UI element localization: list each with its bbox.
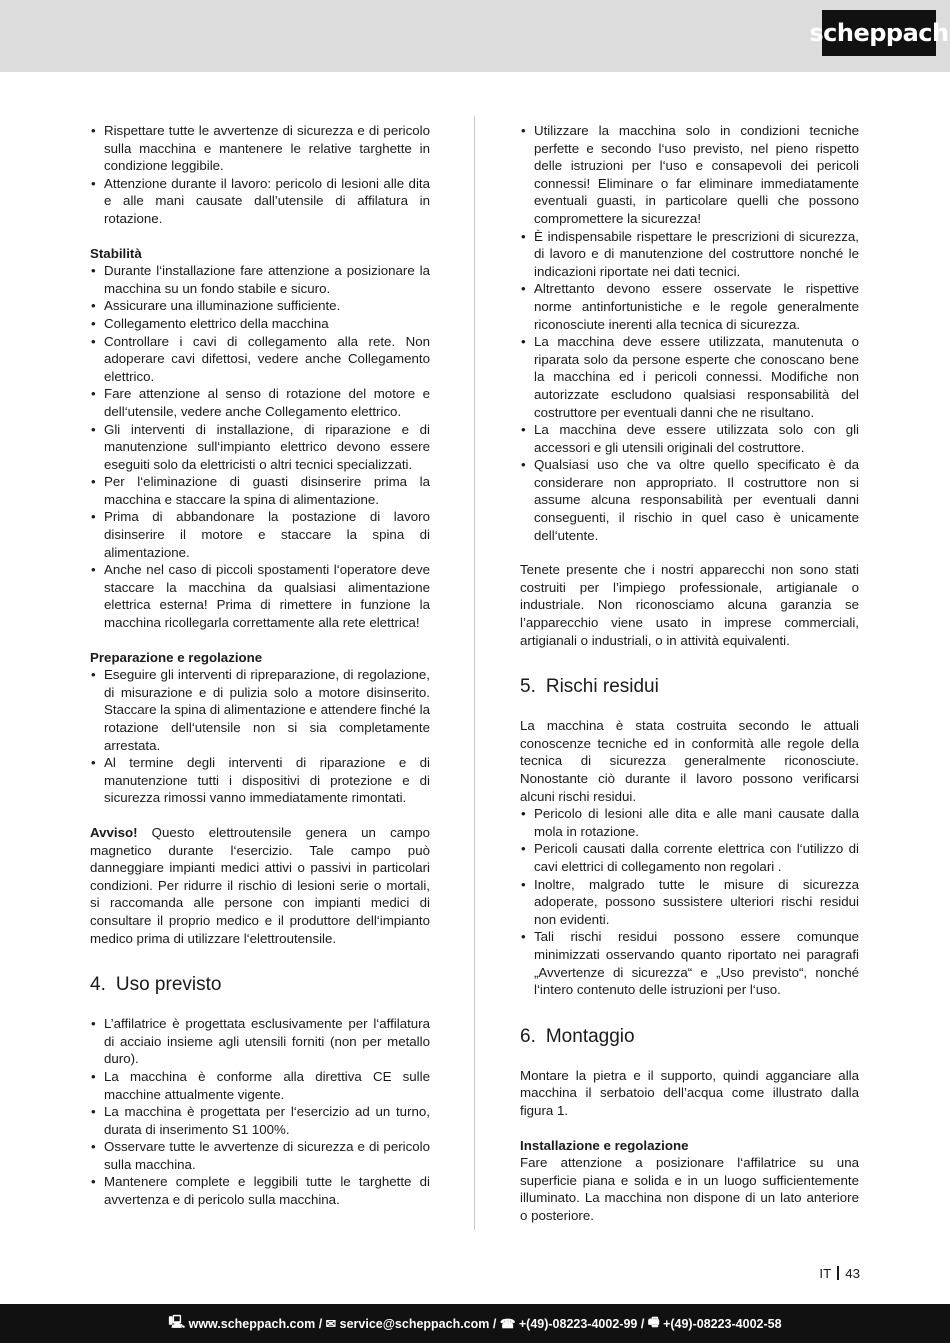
- list-item: • Assicurare una illuminazione sufficiente.: [90, 297, 430, 315]
- list-item: • Gli interventi di installazione, di riparazione e di manutenzione sull‘impianto elettrico devono essere eseguiti solo da elettricisti o altri tecnici specializzati.: [90, 421, 430, 474]
- list-item: • La macchina è conforme alla direttiva CE sulle macchine attualmente vigente.: [90, 1068, 430, 1103]
- computer-icon: 🖳: [168, 1315, 189, 1329]
- list-item: • L’affilatrice è progettata esclusivamente per l‘affilatura di acciaio insieme agli utensili forniti (non per metallo duro).: [90, 1015, 430, 1068]
- list-item: • Fare attenzione al senso di rotazione del motore e dell‘utensile, vedere anche Collegamento elettrico.: [90, 385, 430, 420]
- list-item: • Mantenere complete e leggibili tutte le targhette di avvertenza e di pericolo sulla macchina.: [90, 1173, 430, 1208]
- list-item: • Tali rischi residui possono essere comunque minimizzati osservando quanto riportato nei paragrafi „Avvertenze di sicurezza“ e „Uso previsto“, nonché l‘intero contenuto delle istruzioni per l‘uso.: [520, 928, 859, 998]
- section-5-heading: [520, 675, 859, 699]
- language-code: IT: [819, 1266, 832, 1281]
- list-item: • È indispensabile rispettare le prescrizioni di sicurezza, di lavoro e di manutenzione del costruttore nonché le indicazioni riportate nei dati tecnici.: [520, 228, 859, 281]
- list-item: • Eseguire gli interventi di ripreparazione, di regolazione, di misurazione e di pulizia solo a motore disinserito. Staccare la spina di alimentazione e attendere finché la rotazione dell‘utensile non si sia completamente arrestata.: [90, 666, 430, 754]
- preparazione-heading: Preparazione e regolazione: [90, 649, 263, 665]
- list-item: • Attenzione durante il lavoro: pericolo di lesioni alle dita e alle mani causate dall’utensile di affilatura in rotazione.: [90, 175, 430, 228]
- section-number: 5.: [520, 676, 536, 698]
- note-paragraph: Tenete presente che i nostri apparecchi non sono stati costruiti per l’impiego professionale, artigianale o industriale. Non riconosciamo alcuna garanzia se l’apparecchio viene usato in imprese commerciali, artigianali o industriali, o in attività equivalenti.: [520, 562, 859, 648]
- list-item: • La macchina è progettata per l‘esercizio ad un turno, durata di inserimento S1 100%.: [90, 1103, 430, 1138]
- list-item: • Anche nel caso di piccoli spostamenti l‘operatore deve staccare la macchina da qualsiasi alimentazione elettrica esterna! Prima di rimettere in funzione la macchina ricollegarla correttamente alla rete elettrica!: [90, 561, 430, 631]
- list-item: • La macchina deve essere utilizzata solo con gli accessori e gli utensili originali del costruttore.: [520, 421, 859, 456]
- list-item: • Qualsiasi uso che va oltre quello specificato è da considerare non appropriato. Il costruttore non si assume alcuna responsabilità per eventuali danni conseguenti, il rischio in quel caso è unicamente dell‘utente.: [520, 456, 859, 544]
- page-separator: [837, 1266, 839, 1280]
- list-item: • Collegamento elettrico della macchina: [90, 315, 430, 333]
- section-title: Uso previsto: [115, 974, 222, 996]
- intro-list: [90, 122, 430, 228]
- montaggio-paragraph: Montare la pietra e il supporto, quindi agganciare alla macchina il serbatoio dell’acqua come illustrato dalla figura 1.: [520, 1067, 859, 1118]
- scheppach-logo: scheppach: [822, 10, 936, 56]
- header-bar: [0, 0, 950, 72]
- list-item: • Prima di abbandonare la postazione di lavoro disinserire il motore e staccare la spina di alimentazione.: [90, 508, 430, 561]
- section-number: 6.: [520, 1025, 536, 1047]
- list-item: • Durante l‘installazione fare attenzione a posizionare la macchina su un fondo stabile e sicuro.: [90, 262, 430, 297]
- list-item: • Pericoli causati dalla corrente elettrica con l‘utilizzo di cavi elettrici di collegamento non regolari .: [520, 840, 859, 875]
- list-item: • Utilizzare la macchina solo in condizioni tecniche perfette e secondo l‘uso previsto, nel pieno rispetto delle istruzioni per l‘uso e consapevoli dei pericoli connessi! Eliminare o far eliminare immediatamente eventuali guasti, in particolare quelli che possono compromettere la sicurezza!: [520, 122, 859, 228]
- list-item: • Controllare i cavi di collegamento alla rete. Non adoperare cavi difettosi, vedere anche Collegamento elettrico.: [90, 333, 430, 386]
- website-link[interactable]: www.scheppach.com: [188, 1316, 316, 1331]
- avviso-text: Questo elettroutensile genera un campo magnetico durante l‘esercizio. Tale campo può danneggiare impianti medici attivi o passivi in particolari condizioni. Per ridurre il rischio di lesioni serie o mortali, si raccomanda alle persone con impianti medici di consultare il proprio medico e il produttore dell‘impianto medico prima di utilizzare l‘elettroutensile.: [90, 824, 430, 946]
- installazione-heading: Installazione e regolazione: [520, 1137, 689, 1153]
- footer-separator: /: [637, 1316, 648, 1331]
- avviso-paragraph: [90, 824, 430, 947]
- avviso-label: Avviso!: [90, 824, 138, 840]
- rischi-list: [520, 805, 859, 999]
- section-6-heading: [520, 1025, 859, 1049]
- rischi-paragraph: La macchina è stata costruita secondo le attuali conoscenze tecniche ed in conformità alle regole della tecnica di sicurezza generalmente riconosciute. Nonostante ciò durante il lavoro possono verificarsi alcuni rischi residui.: [520, 718, 859, 804]
- list-item: • Rispettare tutte le avvertenze di sicurezza e di pericolo sulla macchina e mantenere le relative targhette in condizione leggibile.: [90, 122, 430, 175]
- footer-separator: /: [489, 1316, 500, 1331]
- fax-number: +(49)-08223-4002-58: [663, 1316, 782, 1331]
- fax-icon: 🖷: [647, 1315, 664, 1329]
- email-icon: ✉: [325, 1317, 340, 1331]
- list-item: • Altrettanto devono essere osservate le rispettive norme antinfortunistiche e le regole generalmente riconosciute inerenti alla tecnica di sicurezza.: [520, 280, 859, 333]
- footer-bar: [0, 1304, 950, 1343]
- uso-previsto-list: [90, 1015, 430, 1209]
- list-item: • Osservare tutte le avvertenze di sicurezza e di pericolo sulla macchina.: [90, 1138, 430, 1173]
- phone-icon: ☎: [499, 1317, 519, 1331]
- list-item: • Al termine degli interventi di riparazione e di manutenzione tutti i dispositivi di protezione e di sicurezza rimossi vanno immediatamente rimontati.: [90, 754, 430, 807]
- list-item: • Per l‘eliminazione di guasti disinserire prima la macchina e staccare la spina di alimentazione.: [90, 473, 430, 508]
- phone-number: +(49)-08223-4002-99: [518, 1316, 638, 1331]
- intro-list: [520, 122, 859, 544]
- footer-separator: /: [315, 1316, 326, 1331]
- section-number: 4.: [90, 974, 106, 996]
- section-title: Rischi residui: [545, 676, 659, 698]
- section-4-heading: [90, 973, 430, 997]
- page-number: [819, 1266, 860, 1281]
- preparazione-list: [90, 666, 430, 807]
- stabilita-heading: Stabilità: [90, 245, 142, 261]
- installazione-paragraph: Fare attenzione a posizionare l‘affilatrice su una superficie piana e solida e in un luogo sufficientemente illuminato. La macchina non dispone di un lato anteriore o posteriore.: [520, 1155, 859, 1223]
- email-link[interactable]: service@scheppach.com: [339, 1316, 490, 1331]
- list-item: • La macchina deve essere utilizzata, manutenuta o riparata solo da persone esperte che conoscano bene la macchina ed i pericoli connessi. Modifiche non autorizzate escludono qualsiasi responsabilità del costruttore per eventuali danni che ne risultano.: [520, 333, 859, 421]
- list-item: • Pericolo di lesioni alle dita e alle mani causate dalla mola in rotazione.: [520, 805, 859, 840]
- stabilita-list: [90, 262, 430, 631]
- column-divider: [474, 116, 475, 1230]
- section-title: Montaggio: [545, 1025, 635, 1047]
- left-column: [90, 122, 430, 1209]
- right-column: [520, 122, 859, 1224]
- page-number-value: 43: [845, 1266, 860, 1281]
- list-item: • Inoltre, malgrado tutte le misure di sicurezza adoperate, possono sussistere ulteriori rischi residui non evidenti.: [520, 876, 859, 929]
